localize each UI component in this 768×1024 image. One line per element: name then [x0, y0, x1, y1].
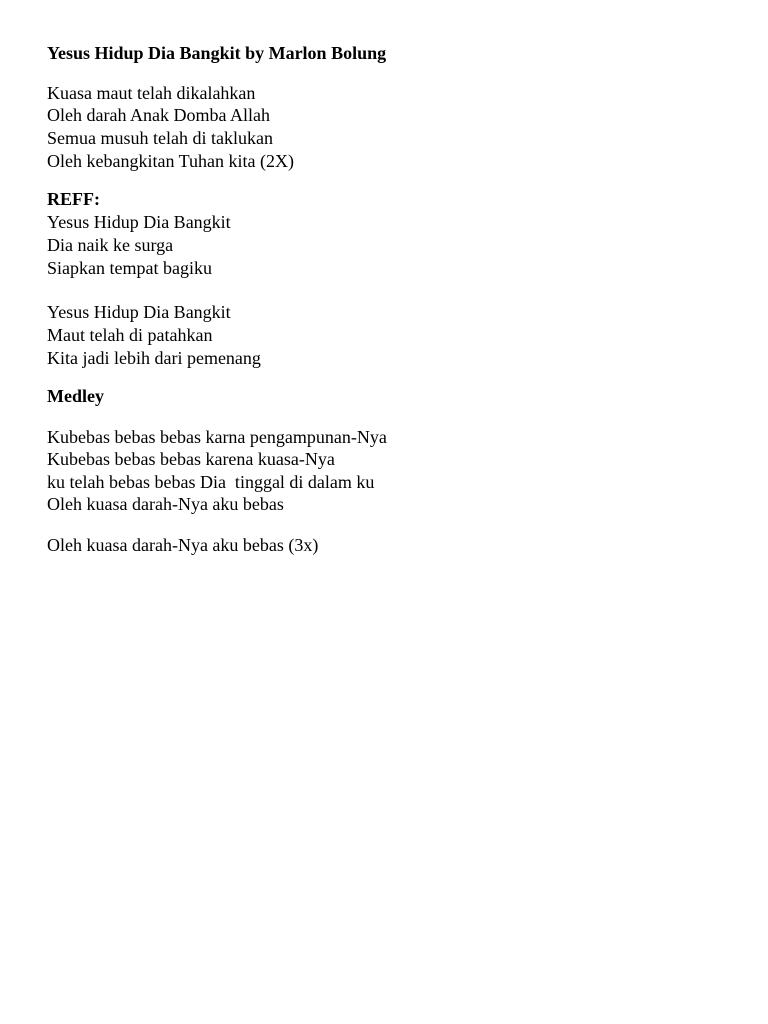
reff-line: Maut telah di patahkan [47, 325, 213, 345]
medley-line: Oleh kuasa darah-Nya aku bebas [47, 494, 284, 514]
medley-heading: Medley [47, 386, 104, 406]
medley-line: Kubebas bebas bebas karna pengampunan-Nya [47, 427, 387, 447]
reff-line: Siapkan tempat bagiku [47, 258, 212, 278]
verse-line: Kuasa maut telah dikalahkan [47, 83, 256, 103]
medley-closing-line: Oleh kuasa darah-Nya aku bebas (3x) [47, 535, 319, 555]
verse-line: Semua musuh telah di taklukan [47, 128, 273, 148]
medley-line: Kubebas bebas bebas karena kuasa-Nya [47, 449, 335, 469]
reff-line: Yesus Hidup Dia Bangkit [47, 212, 231, 232]
reff-line: Yesus Hidup Dia Bangkit [47, 302, 231, 322]
verse-line: Oleh kebangkitan Tuhan kita (2X) [47, 151, 294, 171]
reff-line: Dia naik ke surga [47, 235, 174, 255]
medley-line: ku telah bebas bebas Dia tinggal di dalam ku [47, 472, 375, 492]
reff-line: Kita jadi lebih dari pemenang [47, 348, 261, 368]
reff-heading: REFF: [47, 189, 100, 209]
song-title: Yesus Hidup Dia Bangkit by Marlon Bolung [47, 43, 387, 63]
verse-line: Oleh darah Anak Domba Allah [47, 105, 270, 125]
